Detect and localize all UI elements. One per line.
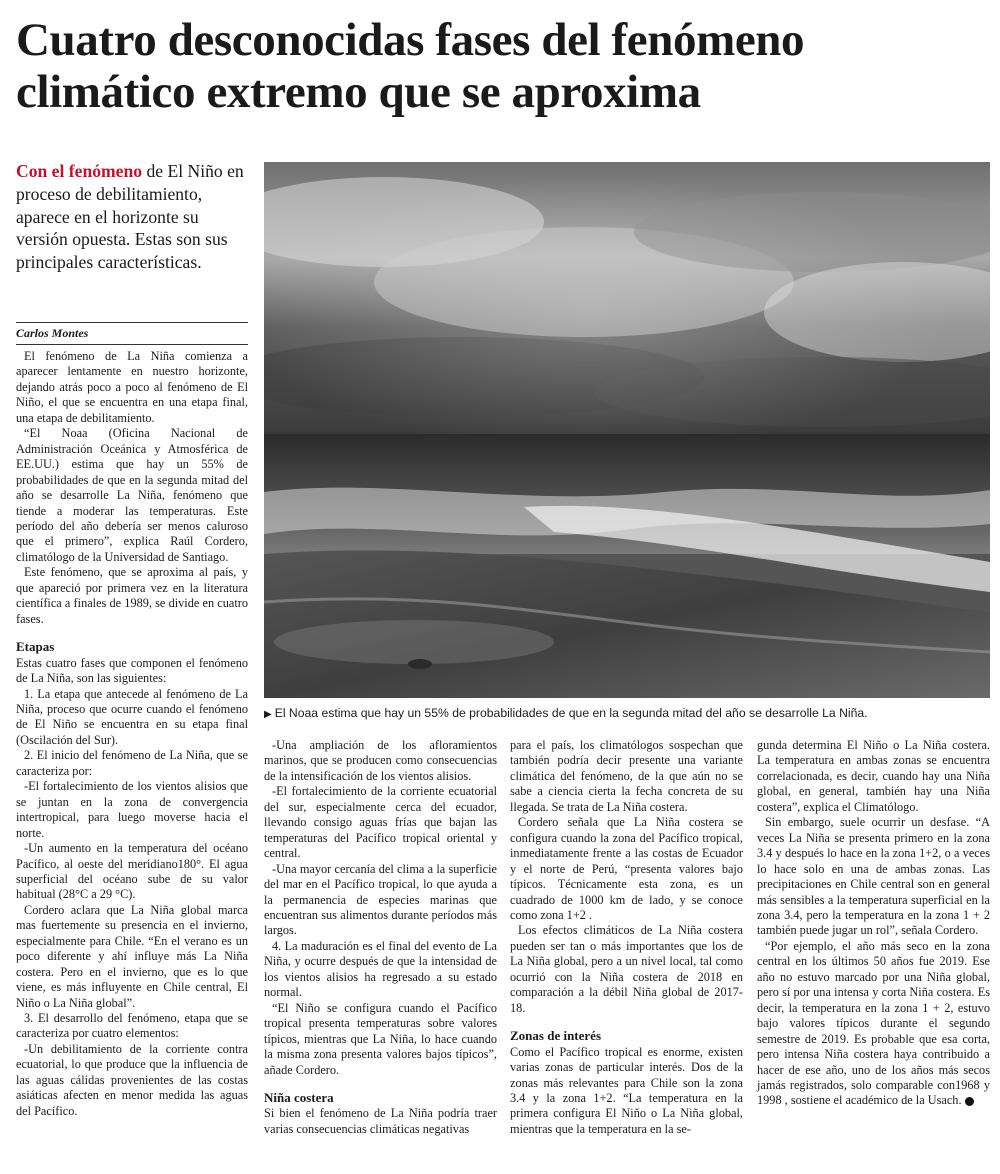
paragraph: “El Niño se configura cuando el Pacífico tropical presenta temperaturas sobre valores típicos, mientras que La Niña, lo hace cuando la misma zona presenta valores bajos típicos”, añade Cordero.	[264, 1000, 497, 1077]
paragraph: El fenómeno de La Niña comienza a aparecer lentamente en nuestro horizonte, dejando atrás poco a poco al fenómeno de El Niño, el que se encuentra en una etapa final, una etapa de debilitamiento.	[16, 349, 248, 425]
paragraph: -El fortalecimiento de los vientos alisios que se juntan en la zona de convergencia intertropical, para luego moverse hacia el norte.	[16, 779, 248, 840]
column-3	[510, 738, 743, 1137]
headline: Cuatro desconocidas fases del fenómeno climático extremo que se aproxima	[16, 14, 805, 118]
subheading-nina-costera: Niña costera	[264, 1089, 334, 1105]
lead-kicker: Con el fenómeno	[16, 161, 143, 181]
paragraph: Si bien el fenómeno de La Niña podría traer varias consecuencias climáticas negativas	[264, 1106, 497, 1136]
end-dot-icon	[965, 1097, 974, 1106]
triangle-right-icon: ▶	[264, 709, 272, 720]
author-byline: Carlos Montes	[16, 322, 248, 345]
column-1	[16, 349, 248, 1119]
paragraph: Cordero aclara que La Niña global marca mas fuertemente su presencia en el invierno, especialmente para Chile. “En el verano es un poco diferente y ahí influye más La Niña costera. Pero en el invierno, que es lo que viene, es más influyente en Chile central, El Niño o La Niña global”.	[16, 902, 248, 1010]
beach-photo	[264, 162, 990, 698]
column-4	[757, 738, 990, 1109]
paragraph: -Un debilitamiento de la corriente contra ecuatorial, lo que produce que la influencia de las aguas cálidas provenientes de las costas asiáticas afecten en menor medida las aguas del Pacífico.	[16, 1041, 248, 1118]
paragraph: “El Noaa (Oficina Nacional de Administración Oceánica y Atmosférica de EE.UU.) estima que hay un 55% de probabilidades de que en la segunda mitad del año se desarrolle La Niña, fenómeno que tiende a moderar las temperaturas. Este período del año debería ser menos caluroso que el primero”, explica Raúl Cordero, climatólogo de la Universidad de Santiago.	[16, 426, 248, 564]
beach-photo-image	[264, 162, 990, 698]
paragraph: 3. El desarrollo del fenómeno, etapa que se caracteriza por cuatro elementos:	[16, 1011, 248, 1041]
paragraph: -Un aumento en la temperatura del océano Pacífico, al oeste del meridiano180°. El agua superficial del océano sube de su valor habitual (28°C a 29 °C).	[16, 841, 248, 902]
paragraph: 2. El inicio del fenómeno de La Niña, que se caracteriza por:	[16, 748, 248, 778]
paragraph: Cordero señala que La Niña costera se configura cuando la zona del Pacífico tropical, inmediatamente frente a las costas de Ecuador y el norte de Perú, “presenta valores bajo típicos. Técnicamente esta zona, es un cuadrado de 1000 km de lado, y se conoce como zona 1+2 .	[510, 815, 743, 922]
subheading-zonas: Zonas de interés	[510, 1028, 601, 1044]
photo-caption	[264, 706, 990, 722]
lead-text: de El Niño en proceso de debilitamiento, aparece en el horizonte su versión opuesta. Estas son sus principales características.	[16, 161, 244, 273]
paragraph: gunda determina El Niño o La Niña costera. La temperatura en ambas zonas se encuentra correlacionada, es decir, cuando hay una Niña global, en general, también hay una Niña costera”, explica el Climatólogo.	[757, 738, 990, 814]
paragraph: Estas cuatro fases que componen el fenómeno de La Niña, son las siguientes:	[16, 655, 248, 686]
paragraph	[757, 939, 990, 1109]
paragraph: -El fortalecimiento de la corriente ecuatorial del sur, especialmente cerca del ecuador, llevando consigo aguas frías que bajan las temperaturas del Pacífico tropical oriental y central.	[264, 784, 497, 861]
paragraph: -Una ampliación de los afloramientos marinos, que se producen como consecuencias de la intensificación de los vientos alisios.	[264, 738, 497, 783]
paragraph: 4. La maduración es el final del evento de La Niña, y ocurre después de que la intensidad de los vientos alisios ha regresado a su estado normal.	[264, 938, 497, 1000]
paragraph-text: “Por ejemplo, el año más seco en la zona central en los últimos 50 años fue 2019. Ese año no estuvo marcado por una Niña global, pero sí por una intensa y corta Niña costera. Es decir, la temperatura en la zona 1 + 2, estuvo bajo valores típicos durante el segundo semestre de 2019. Es probable que esa corta, pero intensa Niña costera haya contribuido a hacer de ese año, uno de los años más secos jamás registrados, solo comparable con1968 y 1998 , sostiene el académico de la Usach.	[757, 938, 990, 1108]
paragraph: Sin embargo, suele ocurrir un desfase. “A veces La Niña se presenta primero en la zona 3.4 y después lo hace en la zona 1+2, o a veces lo hace solo en una de ambas zonas. Las precipitaciones en Chile central son en general más sensibles a la temperatura superficial en la zona 3.4, pero la temperatura en la zona 1 + 2 también puede jugar un rol”, señala Cordero.	[757, 815, 990, 938]
lead-paragraph	[16, 160, 252, 274]
paragraph: Los efectos climáticos de La Niña costera pueden ser tan o más importantes que los de La Niña global, pero a un nivel local, tal como ocurrió con la Niña costera de 2018 en comparación a la débil Niña global de 2017-18.	[510, 923, 743, 1015]
paragraph: Este fenómeno, que se aproxima al país, y que apareció por primera vez en la literatura científica a finales de 1989, se divide en cuatro fases.	[16, 565, 248, 626]
subheading-etapas: Etapas	[16, 639, 55, 655]
paragraph: -Una mayor cercanía del clima a la superficie del mar en el Pacífico tropical, lo que ayuda a la permanencia de especies marinas que encuentran sus alimentos durante períodos más largos.	[264, 861, 497, 938]
column-2	[264, 738, 497, 1137]
paragraph: 1. La etapa que antecede al fenómeno de La Niña, proceso que ocurre cuando el fenómeno de El Niño se encuentra en su etapa final (Oscilación del Sur).	[16, 686, 248, 747]
paragraph: para el país, los climatólogos sospechan que también podría decir presente una variante climática del fenómeno, de la que aún no se sabe a ciencia cierta la fecha concreta de su llegada. Se trata de La Niña costera.	[510, 738, 743, 814]
caption-text: El Noaa estima que hay un 55% de probabilidades de que en la segunda mitad del año se desarrolle La Niña.	[274, 706, 868, 720]
paragraph: Como el Pacífico tropical es enorme, existen varias zonas de particular interés. Dos de la zonas más relevantes para Chile son la zona 3.4 y la zona 1+2. “La temperatura en la primera configura El Niño o La Niña global, mientras que la temperatura en la se-	[510, 1044, 743, 1136]
